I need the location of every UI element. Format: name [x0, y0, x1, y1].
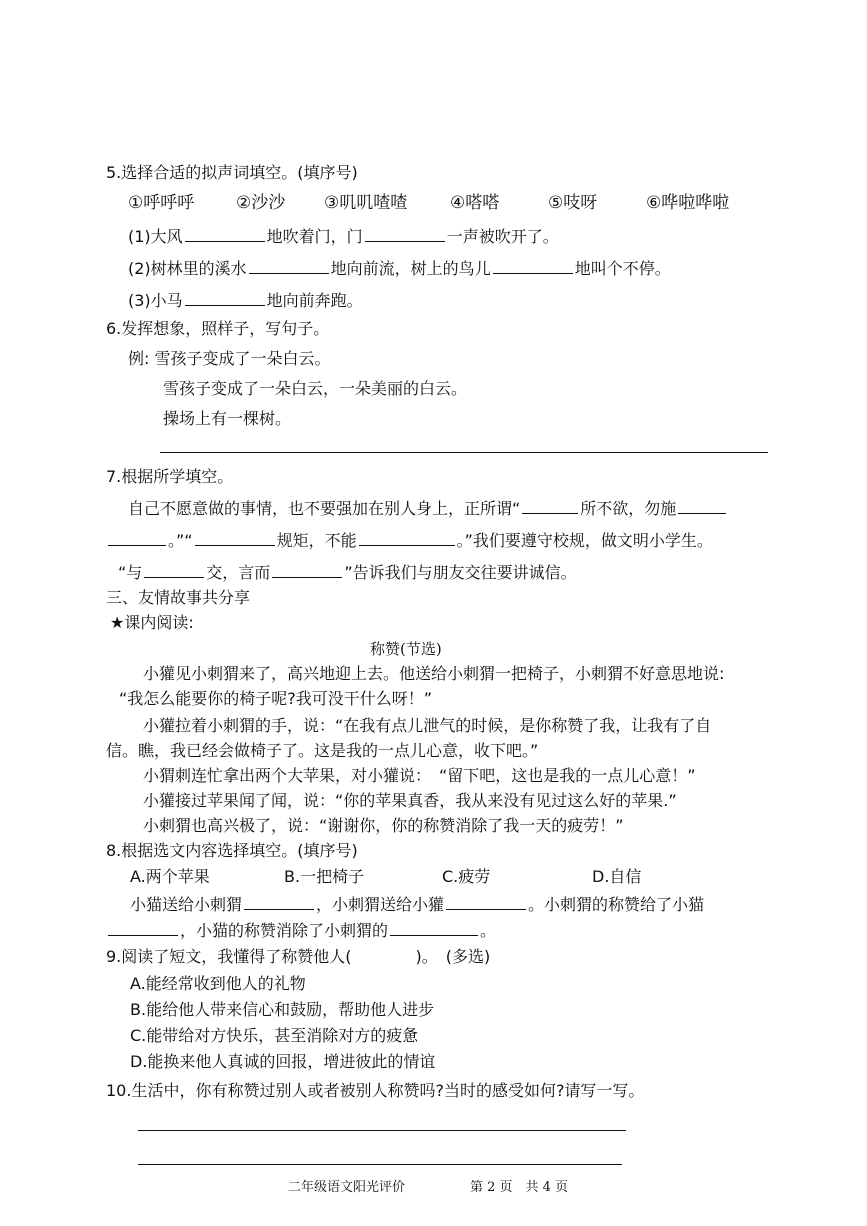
q6-example-2: 雪孩子变成了一朵白云，一朵美丽的白云。	[163, 379, 468, 398]
q8-line-2-b: 。	[480, 921, 497, 940]
footer-subject: 二年级语文阳光评价	[288, 1180, 406, 1195]
passage-p1b: “我怎么能要你的椅子呢?我可没干什么呀！”	[119, 689, 433, 708]
q6-example-1: 例: 雪孩子变成了一朵白云。	[128, 349, 331, 368]
q5-option-1: ①呼呼呼	[128, 193, 195, 213]
q5-option-6: ⑥哗啦哗啦	[646, 193, 730, 213]
q9-option-b: B.能给他人带来信心和鼓励，帮助他人进步	[130, 1000, 435, 1019]
answer-blank[interactable]	[678, 497, 726, 514]
q8-title: 8.根据选文内容选择填空。(填序号)	[106, 841, 358, 860]
q5-title: 5.选择合适的拟声词填空。(填序号)	[106, 163, 358, 182]
q7-line-3-a: “与	[118, 563, 143, 582]
answer-blank[interactable]	[522, 497, 578, 514]
q5-option-4: ④嗒嗒	[450, 193, 500, 213]
q5-line-2-a: (2)树林里的溪水	[128, 259, 247, 278]
q5-line-2	[128, 257, 671, 280]
q9-option-a: A.能经常收到他人的礼物	[130, 974, 306, 993]
q8-line-1-c: 。小刺猬的称赞给了小猫	[528, 895, 705, 914]
q10-answer-line-1[interactable]	[138, 1130, 626, 1131]
answer-blank[interactable]	[108, 919, 178, 936]
answer-blank[interactable]	[244, 893, 314, 910]
q5-option-2: ②沙沙	[236, 193, 286, 213]
q9-title-start: 9.阅读了短文，我懂得了称赞他人(	[106, 947, 352, 966]
answer-blank[interactable]	[446, 893, 526, 910]
passage-p3: 小猬刺连忙拿出两个大苹果，对小獾说： “留下吧，这也是我的一点儿心意！”	[143, 766, 696, 785]
q9-title-end: )。 (多选)	[415, 947, 491, 966]
q5-line-1-a: (1)大风	[128, 227, 183, 246]
q10-answer-line-2[interactable]	[138, 1164, 622, 1165]
passage-p5: 小刺猬也高兴极了，说：“谢谢你，你的称赞消除了我一天的疲劳！”	[143, 816, 624, 835]
q7-line-2-c: 。”我们要遵守校规，做文明小学生。	[456, 531, 713, 550]
answer-blank[interactable]	[195, 529, 275, 546]
q5-line-3-a: (3)小马	[128, 291, 183, 310]
q8-line-2-a: ，小猫的称赞消除了小刺猬的	[180, 921, 389, 940]
q6-prompt: 操场上有一棵树。	[163, 409, 292, 428]
q5-line-2-c: 地叫个不停。	[574, 259, 671, 278]
q5-option-3: ③叽叽喳喳	[324, 193, 408, 213]
q7-line-2-b: 规矩，不能	[276, 531, 357, 550]
passage-p2b: 信。瞧，我已经会做椅子了。这是我的一点儿心意，收下吧。”	[106, 741, 539, 760]
answer-blank[interactable]	[185, 289, 265, 306]
q7-line-3	[118, 561, 577, 584]
passage-p4: 小獾接过苹果闻了闻，说：“你的苹果真香，我从来没有见过这么好的苹果.”	[143, 791, 677, 810]
q9-title	[106, 946, 490, 968]
q5-option-5: ⑤吱呀	[548, 193, 598, 213]
q8-line-1-b: ，小刺猬送给小獾	[316, 895, 445, 914]
footer-page-number: 第 2 页 共 4 页	[470, 1180, 569, 1195]
q7-line-3-b: 交，言而	[206, 563, 271, 582]
answer-blank[interactable]	[249, 257, 329, 274]
q5-line-2-b: 地向前流，树上的鸟儿	[330, 259, 491, 278]
q6-answer-line[interactable]	[160, 452, 768, 453]
q5-line-3	[128, 289, 363, 312]
q9-option-c: C.能带给对方快乐，甚至消除对方的疲惫	[130, 1026, 419, 1045]
q8-line-1	[130, 893, 704, 916]
q7-line-1	[128, 497, 728, 520]
q8-option-c: C.疲劳	[442, 867, 491, 886]
answer-blank[interactable]	[144, 561, 204, 578]
q9-option-d: D.能换来他人真诚的回报，增进彼此的情谊	[130, 1052, 436, 1071]
q8-option-d: D.自信	[592, 867, 642, 886]
q5-line-1	[128, 225, 559, 248]
q8-line-2	[106, 919, 496, 942]
passage-p2: 小獾拉着小刺猬的手，说：“在我有点儿泄气的时候，是你称赞了我，让我有了自	[143, 716, 712, 735]
passage-title: 称赞(节选)	[370, 640, 442, 658]
passage-p1: 小獾见小刺猬来了，高兴地迎上去。他送给小刺猬一把椅子，小刺猬不好意思地说:	[143, 664, 725, 683]
q8-option-a: A.两个苹果	[130, 867, 210, 886]
q7-line-1-a: 自己不愿意做的事情，也不要强加在别人身上，正所谓“	[128, 499, 521, 518]
section-3-heading: 三、友情故事共分享	[106, 588, 251, 607]
reading-label: ★课内阅读:	[110, 613, 194, 632]
answer-blank[interactable]	[493, 257, 573, 274]
answer-blank[interactable]	[108, 529, 166, 546]
answer-blank[interactable]	[365, 225, 445, 242]
q8-option-b: B.一把椅子	[284, 867, 365, 886]
q7-line-1-b: 所不欲，勿施	[580, 499, 677, 518]
q7-line-3-c: ”告诉我们与朋友交往要讲诚信。	[344, 563, 577, 582]
answer-blank[interactable]	[185, 225, 265, 242]
answer-blank[interactable]	[359, 529, 455, 546]
answer-blank[interactable]	[390, 919, 478, 936]
q8-line-1-a: 小猫送给小刺猬	[130, 895, 243, 914]
q5-line-1-b: 地吹着门，门	[266, 227, 363, 246]
q10-title: 10.生活中，你有称赞过别人或者被别人称赞吗?当时的感受如何?请写一写。	[106, 1081, 645, 1100]
answer-blank[interactable]	[272, 561, 342, 578]
q7-title: 7.根据所学填空。	[106, 467, 234, 486]
q6-title: 6.发挥想象，照样子，写句子。	[106, 319, 330, 338]
q7-line-2-a: 。”“	[168, 531, 193, 550]
q5-line-3-b: 地向前奔跑。	[266, 291, 363, 310]
q5-line-1-c: 一声被吹开了。	[446, 227, 559, 246]
q7-line-2	[106, 529, 713, 552]
